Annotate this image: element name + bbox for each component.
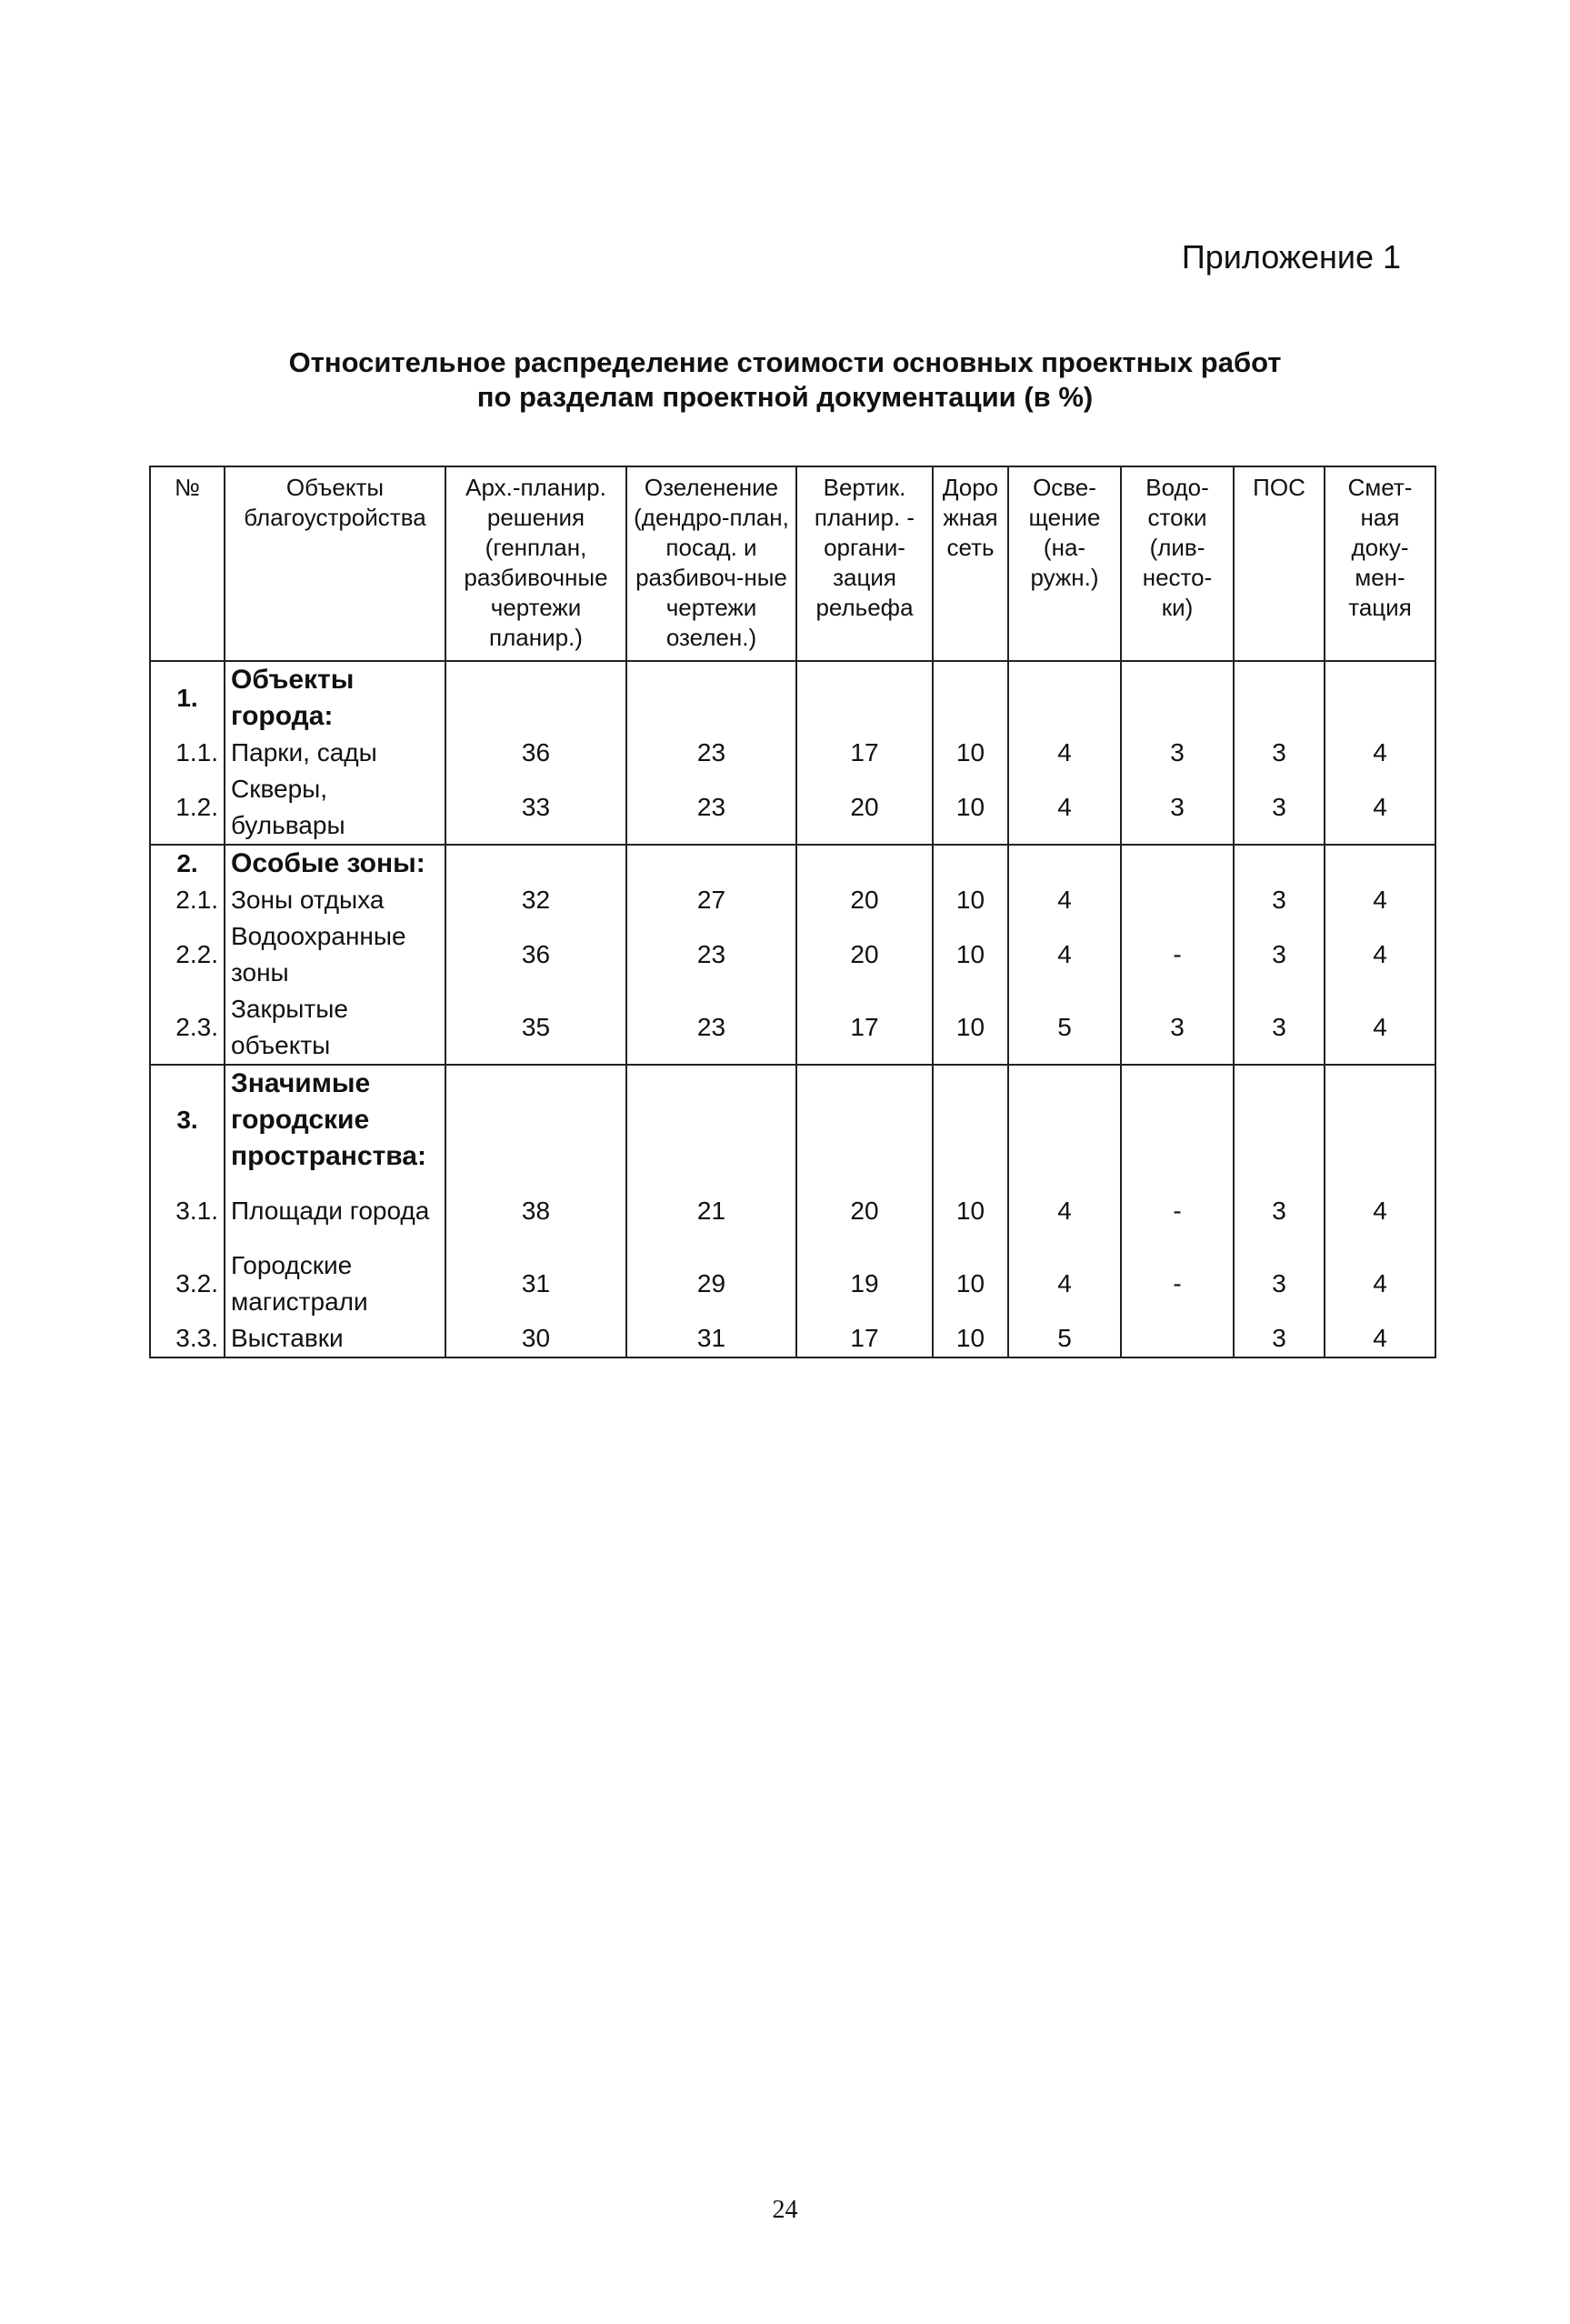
header-num: №: [150, 466, 225, 661]
header-drainage: Водо-стоки (лив-несто-ки): [1121, 466, 1234, 661]
header-estimate: Смет-ная доку-мен-тация: [1325, 466, 1435, 661]
cell-estimate: 4: [1325, 1320, 1435, 1357]
row-name: Водоохранные зоны: [225, 918, 445, 991]
table-row: [150, 771, 1435, 845]
table-row: [150, 991, 1435, 1065]
row-name: Выставки: [225, 1320, 445, 1357]
cell-greening: 23: [626, 771, 796, 845]
cell-estimate: 4: [1325, 882, 1435, 918]
table-row: [150, 1320, 1435, 1357]
cell-estimate: 4: [1325, 918, 1435, 991]
cell-lighting: 5: [1008, 1320, 1121, 1357]
header-road: Доро жная сеть: [933, 466, 1008, 661]
cell-vertical: 20: [796, 771, 933, 845]
cell-lighting: 4: [1008, 1247, 1121, 1320]
cell-drainage: [1121, 1320, 1234, 1357]
cell-road: 10: [933, 771, 1008, 845]
cell-road: 10: [933, 918, 1008, 991]
group-row: [150, 845, 1435, 882]
cell-greening: 29: [626, 1247, 796, 1320]
cell-greening: 23: [626, 991, 796, 1065]
group-row: [150, 661, 1435, 735]
row-number: 1.1.: [150, 735, 225, 771]
cell-vertical: 17: [796, 1320, 933, 1357]
cell-pos: 3: [1234, 991, 1325, 1065]
title-line-1: Относительное распределение стоимости основных проектных работ: [288, 346, 1282, 378]
row-name: Скверы, бульвары: [225, 771, 445, 845]
cell-lighting: 4: [1008, 1175, 1121, 1247]
row-number: 3.1.: [150, 1175, 225, 1247]
cell-vertical: 17: [796, 735, 933, 771]
group-number: 3.: [150, 1065, 225, 1175]
row-number: 2.3.: [150, 991, 225, 1065]
header-objects: Объекты благоустройства: [225, 466, 445, 661]
header-row: [150, 466, 1435, 661]
table-header: [150, 466, 1435, 661]
cell-pos: 3: [1234, 1320, 1325, 1357]
cell-arch: 35: [445, 991, 626, 1065]
cell-road: 10: [933, 882, 1008, 918]
table-row: [150, 882, 1435, 918]
cell-arch: 33: [445, 771, 626, 845]
cell-drainage: 3: [1121, 991, 1234, 1065]
cell-arch: 30: [445, 1320, 626, 1357]
table-group: [150, 1065, 1435, 1357]
cell-vertical: 17: [796, 991, 933, 1065]
cell-greening: 21: [626, 1175, 796, 1247]
cell-drainage: [1121, 882, 1234, 918]
cell-lighting: 5: [1008, 991, 1121, 1065]
cell-drainage: -: [1121, 1247, 1234, 1320]
header-greening: Озеленение (дендро-план, посад. и разбивоч-ные чертежи озелен.): [626, 466, 796, 661]
cell-lighting: 4: [1008, 882, 1121, 918]
document-title: [0, 346, 1570, 415]
cell-pos: 3: [1234, 735, 1325, 771]
cell-arch: 36: [445, 918, 626, 991]
cell-greening: 31: [626, 1320, 796, 1357]
table-row: [150, 1175, 1435, 1247]
table-row: [150, 918, 1435, 991]
group-title: Объекты города:: [225, 661, 445, 735]
row-number: 3.2.: [150, 1247, 225, 1320]
cell-estimate: 4: [1325, 1175, 1435, 1247]
cell-road: 10: [933, 735, 1008, 771]
cell-vertical: 20: [796, 918, 933, 991]
cell-vertical: 19: [796, 1247, 933, 1320]
group-number: 2.: [150, 845, 225, 882]
cell-estimate: 4: [1325, 771, 1435, 845]
row-name: Площади города: [225, 1175, 445, 1247]
cell-greening: 27: [626, 882, 796, 918]
cell-road: 10: [933, 1175, 1008, 1247]
cell-vertical: 20: [796, 882, 933, 918]
appendix-label: Приложение 1: [1181, 238, 1401, 275]
group-row: [150, 1065, 1435, 1175]
row-name: Городские магистрали: [225, 1247, 445, 1320]
cell-road: 10: [933, 991, 1008, 1065]
table-row: [150, 1247, 1435, 1320]
cell-arch: 31: [445, 1247, 626, 1320]
cell-vertical: 20: [796, 1175, 933, 1247]
cost-distribution-table: [149, 466, 1436, 1358]
cell-lighting: 4: [1008, 735, 1121, 771]
header-vertical: Вертик. планир. - органи-зация рельефа: [796, 466, 933, 661]
table-group: [150, 661, 1435, 845]
row-name: Зоны отдыха: [225, 882, 445, 918]
cell-arch: 32: [445, 882, 626, 918]
header-arch: Арх.-планир. решения (генплан, разбивочные чертежи планир.): [445, 466, 626, 661]
cell-greening: 23: [626, 918, 796, 991]
title-line-2: по разделам проектной документации (в %): [476, 381, 1094, 413]
cell-pos: 3: [1234, 1175, 1325, 1247]
cell-pos: 3: [1234, 918, 1325, 991]
group-title: Значимые городские пространства:: [225, 1065, 445, 1175]
cell-estimate: 4: [1325, 1247, 1435, 1320]
cell-pos: 3: [1234, 1247, 1325, 1320]
cell-drainage: -: [1121, 918, 1234, 991]
cell-greening: 23: [626, 735, 796, 771]
header-lighting: Осве-щение (на-ружн.): [1008, 466, 1121, 661]
cell-lighting: 4: [1008, 771, 1121, 845]
row-number: 1.2.: [150, 771, 225, 845]
cell-drainage: 3: [1121, 735, 1234, 771]
cell-pos: 3: [1234, 771, 1325, 845]
cell-arch: 38: [445, 1175, 626, 1247]
cell-lighting: 4: [1008, 918, 1121, 991]
cell-arch: 36: [445, 735, 626, 771]
row-number: 2.2.: [150, 918, 225, 991]
cell-drainage: -: [1121, 1175, 1234, 1247]
header-pos: ПОС: [1234, 466, 1325, 661]
row-name: Закрытые объекты: [225, 991, 445, 1065]
group-number: 1.: [150, 661, 225, 735]
table-group: [150, 845, 1435, 1065]
row-number: 3.3.: [150, 1320, 225, 1357]
table-row: [150, 735, 1435, 771]
cell-pos: 3: [1234, 882, 1325, 918]
row-name: Парки, сады: [225, 735, 445, 771]
group-title: Особые зоны:: [225, 845, 445, 882]
cell-estimate: 4: [1325, 735, 1435, 771]
row-number: 2.1.: [150, 882, 225, 918]
cell-drainage: 3: [1121, 771, 1234, 845]
cell-estimate: 4: [1325, 991, 1435, 1065]
page-number: 24: [772, 2196, 798, 2224]
cell-road: 10: [933, 1247, 1008, 1320]
cell-road: 10: [933, 1320, 1008, 1357]
